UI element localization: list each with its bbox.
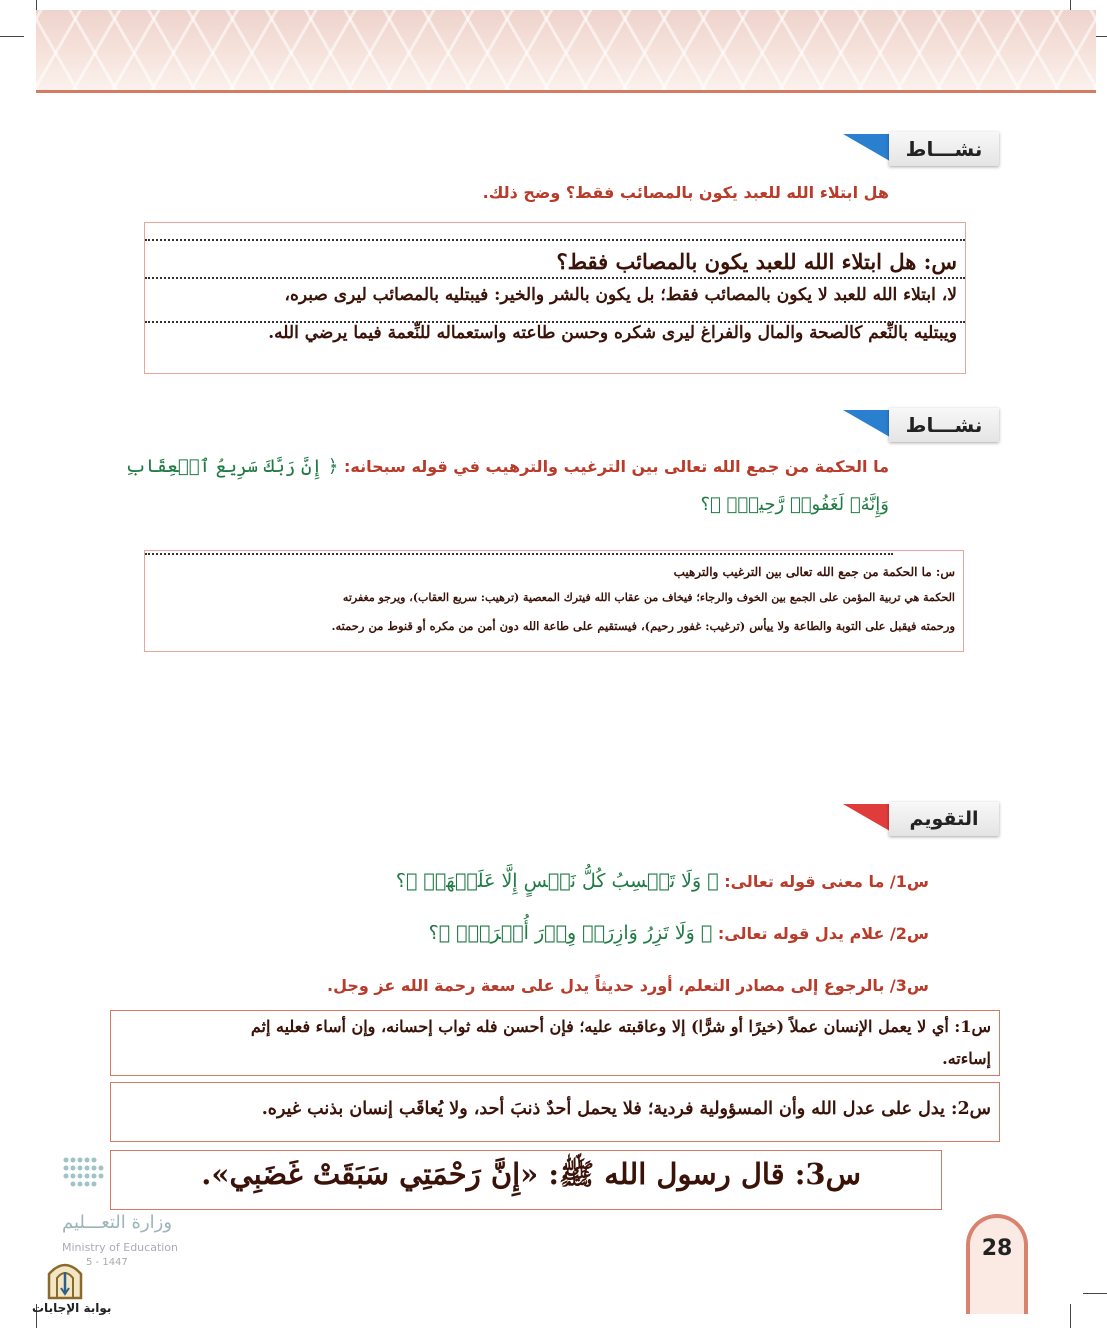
quran-verse: وَإِنَّهُۥ لَغَفُورٞ رَّحِيمُۢ ﴾؟: [700, 494, 889, 515]
ministry-name-ar: وزارة التعـــليم: [62, 1212, 173, 1233]
answer-line: الحكمة هي تربية المؤمن على الجمع بين الخوف والرجاء؛ فيخاف من عقاب الله فيترك المعصية (ترهيب: سريع العقاب)، ويرجو مغفرته: [342, 591, 955, 604]
answer-box-2: [110, 1082, 1000, 1142]
crop-mark: [1083, 1293, 1107, 1294]
activity-title: نشـــاط: [889, 408, 999, 442]
answer-line: لا، ابتلاء الله للعبد لا يكون بالمصائب فقط؛ بل يكون بالشر والخير: فيبتليه بالمصائب ليرى صبره،: [284, 285, 957, 305]
evaluation-header: [837, 802, 999, 836]
quran-verse: ﴿ وَلَا تَزِرُ وَازِرَةٞ وِزۡرَ أُخۡرَىٰۚ ﴾؟: [428, 922, 713, 944]
activity-question: [125, 456, 889, 477]
blue-flag-icon: [843, 134, 895, 164]
answer-box-3: [110, 1150, 942, 1210]
ministry-logo-icon: [62, 1156, 110, 1192]
dotted-line: [145, 277, 965, 279]
activity-header: [837, 408, 999, 442]
ministry-year: 5 - 1447: [86, 1257, 128, 1268]
gate-logo-icon: [46, 1258, 84, 1300]
answer-line: إساءته.: [942, 1049, 991, 1068]
site-label: بوابة الإجابات: [32, 1301, 112, 1315]
answer-line: س: ما الحكمة من جمع الله تعالى بين الترغيب والترهيب: [673, 565, 955, 579]
crop-mark: [0, 36, 24, 37]
crop-mark: [1070, 1304, 1071, 1328]
activity-title: نشـــاط: [889, 132, 999, 166]
answer-line: س3: قال رسول الله ﷺ: «إِنَّ رَحْمَتِي سَبَقَتْ غَضَبِي».: [201, 1157, 861, 1191]
page-number: 28: [966, 1214, 1028, 1314]
activity-header: [837, 132, 999, 166]
activity-question-cont: [700, 494, 889, 515]
quran-verse: ﴿ وَلَا تَكۡسِبُ كُلُّ نَفۡسٍ إِلَّا عَلَيۡهَاۚ ﴾؟: [395, 870, 719, 892]
answer-line: س1: أي لا يعمل الإنسان عملاً (خيرًا أو شرًّا) إلا وعاقبته عليه؛ فإن أحسن فله ثواب إحسانه، وإن أساء فعليه إثم: [250, 1017, 991, 1036]
answer-line: س2: يدل على عدل الله وأن المسؤولية فردية؛ فلا يحمل أحدٌ ذنبَ أحد، ولا يُعاقَب إنسان بذنب غيره.: [261, 1099, 991, 1119]
answer-line: س: هل ابتلاء الله للعبد يكون بالمصائب فقط؟: [556, 249, 957, 274]
dotted-line: [145, 239, 965, 241]
answer-line: ورحمته فيقبل على التوبة والطاعة ولا ييأس (ترغيب: غفور رحيم)، فيستقيم على طاعة الله دون أمن من مكره أو قنوط من رحمته.: [331, 619, 955, 633]
ministry-name-en: Ministry of Education: [62, 1241, 179, 1254]
answer-box: [144, 550, 964, 652]
answer-box-1: [110, 1010, 1000, 1076]
evaluation-question-3: س3/ بالرجوع إلى مصادر التعلم، أورد حديثاً يدل على سعة رحمة الله عز وجل.: [327, 976, 929, 995]
activity-question: هل ابتلاء الله للعبد يكون بالمصائب فقط؟ وضح ذلك.: [482, 183, 889, 202]
blue-flag-icon: [843, 410, 895, 440]
question-text: س1/ ما معنى قوله تعالى:: [724, 872, 929, 891]
header-banner: [36, 10, 1096, 93]
answer-line: ويبتليه بالنِّعم كالصحة والمال والفراغ ليرى شكره وحسن طاعته واستعماله للنِّعمة فيما يرضي الله.: [268, 323, 957, 343]
question-text: س2/ علام يدل قوله تعالى:: [717, 924, 929, 943]
question-text: ما الحكمة من جمع الله تعالى بين الترغيب والترهيب في قوله سبحانه:: [344, 457, 889, 476]
evaluation-question-2: [429, 922, 929, 944]
red-flag-icon: [843, 804, 895, 834]
evaluation-question-1: [396, 870, 929, 892]
quran-verse: ﴿ إِنَّ رَبَّكَ سَرِيعُ ٱلۡعِقَابِ: [125, 456, 339, 477]
evaluation-title: التقويم: [889, 802, 999, 836]
answer-box: [144, 222, 966, 374]
dotted-line: [145, 553, 893, 555]
